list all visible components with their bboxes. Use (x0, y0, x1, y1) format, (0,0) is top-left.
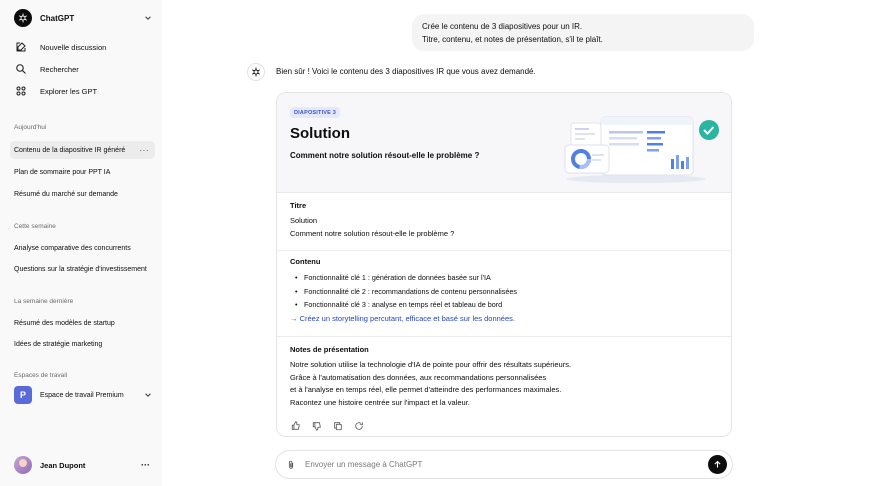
user-message (412, 14, 754, 51)
history-item-label: Plan de sommaire pour PPT IA (14, 168, 111, 176)
title-line: Comment notre solution résout-elle le problème ? (290, 228, 455, 238)
section-today: Aujourd'hui (14, 124, 47, 131)
history-item-label: Résumé des modèles de startup (14, 319, 115, 327)
workspace-badge: P (14, 386, 32, 404)
sidebar (0, 0, 162, 486)
thumbs-up-icon[interactable] (290, 420, 301, 431)
explore-gpts-button[interactable] (14, 82, 154, 100)
slide-card (276, 92, 732, 437)
history-item[interactable] (10, 314, 155, 332)
notes-line: Racontez une histoire centrée sur l'impact et la valeur. (290, 397, 470, 407)
dashboard-illustration (561, 109, 721, 185)
notes-section (277, 345, 732, 415)
history-item-label: Analyse comparative des concurrents (14, 244, 131, 252)
more-options-icon[interactable]: ··· (141, 460, 150, 470)
history-item[interactable] (10, 163, 155, 181)
history-item-label: Résumé du marché sur demande (14, 190, 118, 198)
copy-icon[interactable] (332, 420, 343, 431)
list-item: • Fonctionnalité clé 2 : recommandations de contenu personnalisées (290, 285, 720, 299)
section-heading: Notes de présentation (290, 345, 369, 354)
section-heading: Titre (290, 201, 307, 210)
message-composer (275, 450, 733, 479)
chevron-down-icon (142, 12, 154, 24)
assistant-avatar-icon (247, 63, 265, 81)
list-item: • Fonctionnalité clé 3 : analyse en temps réel et tableau de bord (290, 298, 720, 312)
slide-title: Solution (290, 125, 350, 142)
more-options-icon[interactable]: ··· (139, 145, 149, 155)
workspace-name: Espace de travail Premium (40, 391, 124, 399)
history-item-label: Idées de stratégie marketing (14, 340, 103, 348)
section-heading: Contenu (290, 257, 321, 266)
new-chat-label: Nouvelle discussion (40, 42, 107, 52)
slide-subtitle: Comment notre solution résout-elle le problème ? (290, 151, 480, 160)
user-message-line: Crée le contenu de 3 diapositives pour un IR. (422, 22, 583, 31)
avatar (14, 456, 32, 474)
content-section (277, 257, 732, 337)
attach-icon[interactable] (285, 459, 297, 471)
regenerate-icon[interactable] (353, 420, 364, 431)
explore-gpts-label: Explorer les GPT (40, 86, 98, 96)
list-item: • Fonctionnalité clé 1 : génération de données basée sur l'IA (290, 271, 720, 285)
message-input[interactable] (305, 460, 708, 469)
workspace-switcher[interactable] (14, 386, 154, 404)
edit-icon (14, 40, 28, 54)
history-item[interactable] (10, 239, 155, 257)
assistant-intro: Bien sûr ! Voici le contenu des 3 diapositives IR que vous avez demandé. (276, 67, 536, 76)
app-name: ChatGPT (40, 13, 75, 23)
user-message-line: Titre, contenu, et notes de présentation, s'il te plaît. (422, 35, 603, 44)
history-item[interactable] (10, 141, 155, 159)
notes-line: et à l'analyse en temps réel, elle permet d'atteindre des performances maximales. (290, 385, 562, 394)
chevron-down-icon (142, 389, 154, 401)
search-label: Rechercher (40, 64, 79, 74)
thumbs-down-icon[interactable] (311, 420, 322, 431)
title-section (277, 201, 732, 251)
section-last-week: La semaine dernière (14, 298, 74, 305)
search-icon (14, 62, 28, 76)
notes-line: Grâce à l'automatisation des données, aux recommandations personnalisées (290, 372, 547, 382)
model-switcher[interactable] (14, 8, 154, 28)
search-button[interactable] (14, 60, 154, 78)
feature-list (290, 271, 720, 312)
section-workspaces: Espaces de travail (14, 372, 68, 379)
notes-line: Notre solution utilise la technologie d'IA de pointe pour offrir des résultats supérieurs. (290, 360, 572, 369)
send-button[interactable] (708, 455, 727, 474)
grid-icon (14, 84, 28, 98)
title-line: Solution (290, 216, 318, 225)
message-actions (290, 420, 364, 431)
arrow-up-icon (713, 460, 722, 469)
history-item-label: Contenu de la diapositive IR généré (14, 146, 126, 154)
slide-badge: DIAPOSITIVE 3 (290, 107, 340, 118)
new-chat-button[interactable] (14, 38, 154, 56)
section-this-week: Cette semaine (14, 223, 56, 230)
user-name: Jean Dupont (40, 460, 86, 470)
openai-logo-icon (14, 9, 32, 27)
user-profile-button[interactable] (14, 455, 154, 475)
cta-line: → Créez un storytelling percutant, efficace et basé sur les données. (290, 313, 515, 323)
slide-preview (277, 93, 732, 193)
history-item[interactable] (10, 335, 155, 353)
history-item-label: Questions sur la stratégie d'investissement (14, 265, 147, 273)
chat-area (162, 0, 871, 486)
history-item[interactable] (10, 260, 155, 278)
history-item[interactable] (10, 185, 155, 203)
